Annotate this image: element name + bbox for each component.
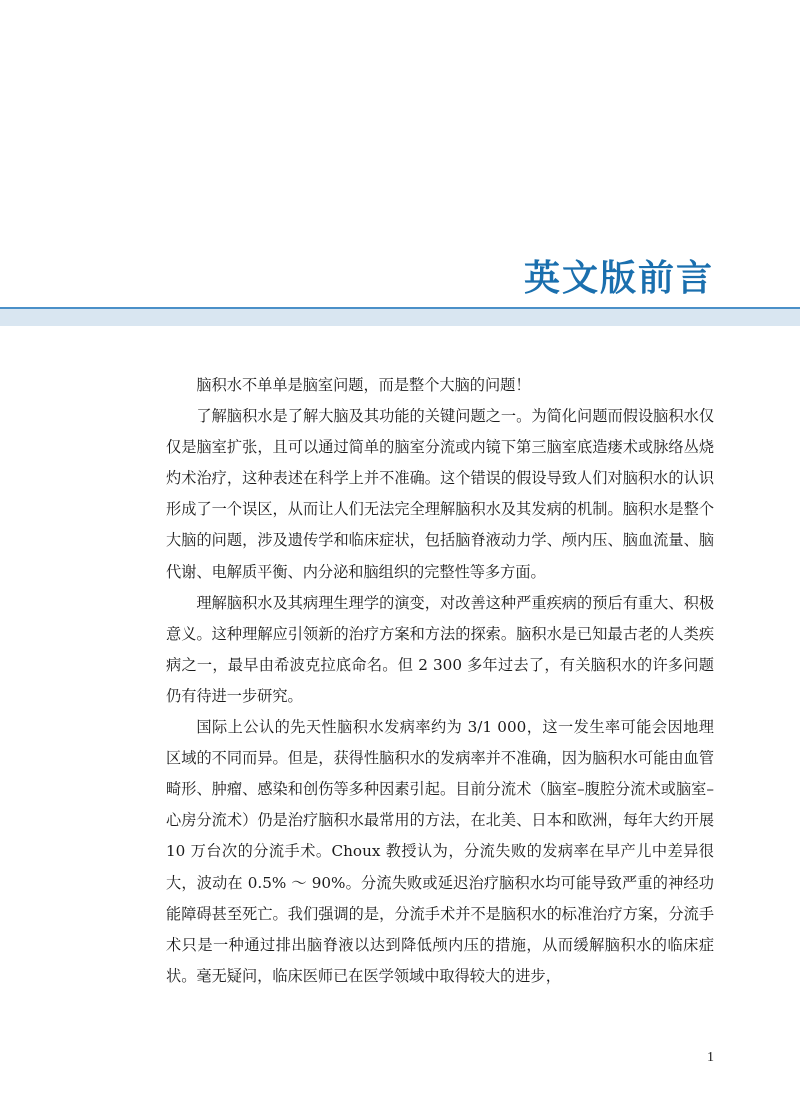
body-text [166,370,714,992]
paragraph: 国际上公认的先天性脑积水发病率约为 3/1 000，这一发生率可能会因地理区域的不同而异。但是，获得性脑积水的发病率并不准确，因为脑积水可能由血管畸形、肿瘤、感染和创伤等多种因素引起。目前分流术（脑室–腹腔分流术或脑室–心房分流术）仍是治疗脑积水最常用的方法，在北美、日本和欧洲，每年大约开展 10 万台次的分流手术。Choux 教授认为，分流失败的发病率在早产儿中差异很大，波动在 0.5% ～ 90%。分流失败或延迟治疗脑积水均可能导致严重的神经功能障碍甚至死亡。我们强调的是，分流手术并不是脑积水的标准治疗方案，分流手术只是一种通过排出脑脊液以达到降低颅内压的措施，从而缓解脑积水的临床症状。毫无疑问，临床医师已在医学领域中取得较大的进步， [166,718,714,985]
paragraph: 理解脑积水及其病理生理学的演变，对改善这种严重疾病的预后有重大、积极意义。这种理解应引领新的治疗方案和方法的探索。脑积水是已知最古老的人类疾病之一，最早由希波克拉底命名。但 2 300 多年过去了，有关脑积水的许多问题仍有待进一步研究。 [166,593,714,705]
paragraph: 了解脑积水是了解大脑及其功能的关键问题之一。为简化问题而假设脑积水仅仅是脑室扩张，且可以通过简单的脑室分流或内镜下第三脑室底造瘘术或脉络丛烧灼术治疗，这种表述在科学上并不准确。这个错误的假设导致人们对脑积水的认识形成了一个误区，从而让人们无法完全理解脑积水及其发病的机制。脑积水是整个大脑的问题，涉及遗传学和临床症状，包括脑脊液动力学、颅内压、脑血流量、脑代谢、电解质平衡、内分泌和脑组织的完整性等多方面。 [166,407,714,581]
page-title: 英文版前言 [523,257,714,299]
page-number: 1 [707,1050,714,1065]
paragraph: 脑积水不单单是脑室问题，而是整个大脑的问题！ [196,376,531,394]
title-divider-band [0,307,800,326]
